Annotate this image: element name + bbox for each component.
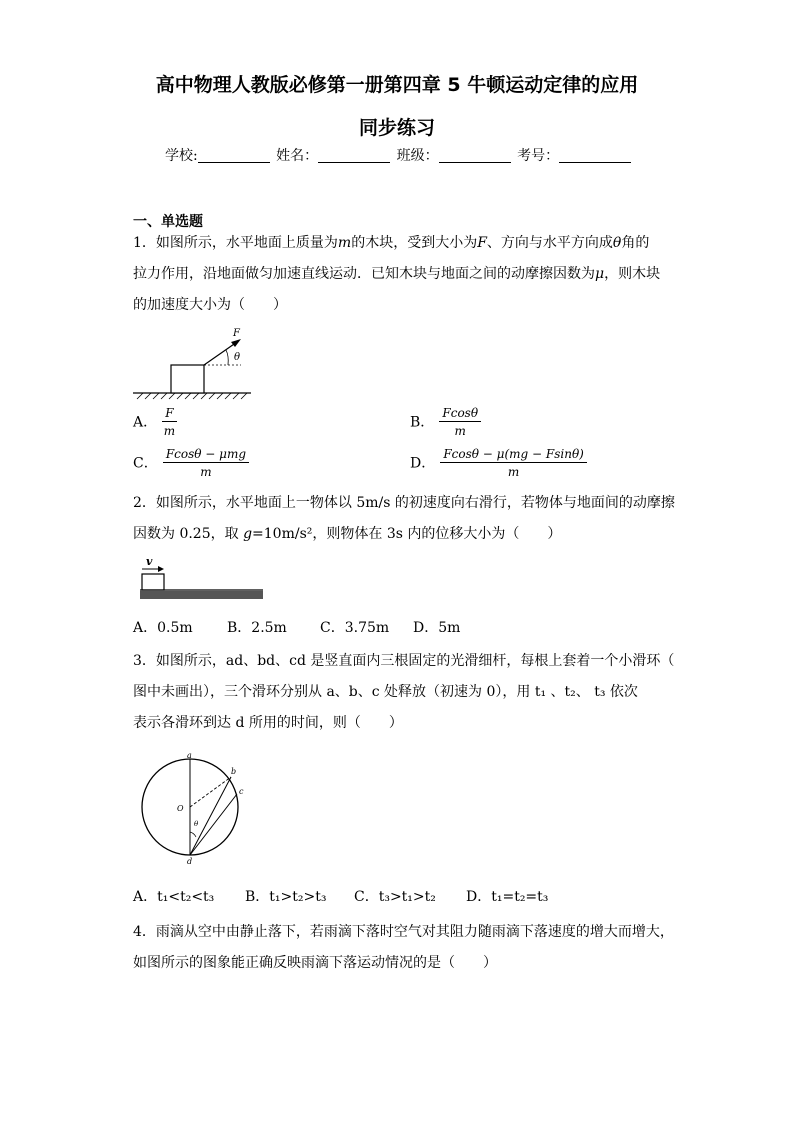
force-arrow	[204, 342, 237, 365]
label-theta: θ	[194, 820, 199, 828]
option-a-fraction: $\frac{F}{m}$	[163, 406, 176, 438]
q1-line1: 1．如图所示，水平地面上质量为m的木块，受到大小为F、方向与水平方向成θ角的	[133, 235, 650, 251]
block	[171, 365, 204, 393]
page-title: 高中物理人教版必修第一册第四章 5 牛顿运动定律的应用	[155, 74, 639, 96]
option-c-fraction: $\frac{\text{Fcosθ − μmg}}{m}$	[163, 447, 249, 479]
q1-line3: 的加速度大小为（ ）	[133, 297, 287, 313]
q1-option-d[interactable]: D． $\frac{Fcos\theta - \mu(mg - Fsin\theta)}{m}$	[410, 447, 587, 479]
q1-option-a[interactable]: A． $\frac{F}{m}$	[133, 406, 176, 438]
school-blank[interactable]	[198, 148, 270, 163]
class-label: 班级：	[396, 148, 439, 164]
q3-circle-figure	[133, 750, 263, 865]
q2-slide-figure	[140, 553, 266, 603]
number-blank[interactable]	[559, 148, 631, 163]
info-fields	[165, 148, 633, 163]
label-b: b	[231, 767, 237, 776]
q3-option-b[interactable]: B．t₁>t₂>t₃	[245, 889, 327, 905]
q1-option-c[interactable]: C． $\frac{\text{Fcosθ − μmg}}{m}$	[133, 447, 249, 479]
object-block	[142, 574, 164, 590]
label-o: O	[177, 804, 184, 813]
var-m: m	[337, 235, 352, 251]
class-blank[interactable]	[439, 148, 511, 163]
q1-line2: 拉力作用，沿地面做匀加速直线运动．已知木块与地面之间的动摩擦因数为μ，则木块	[133, 266, 661, 282]
force-label: F	[233, 328, 240, 339]
option-d-fraction: $\frac{Fcos\theta - \mu(mg - Fsin\theta)}{m}$	[440, 447, 587, 479]
velocity-arrowhead	[158, 566, 164, 572]
theta-label: θ	[234, 352, 241, 363]
q4-line2: 如图所示的图象能正确反映雨滴下落运动情况的是（ ）	[133, 955, 497, 971]
q2-ground-hatch	[140, 591, 263, 599]
label-c: c	[239, 787, 244, 796]
q3-line2: 图中未画出），三个滑环分别从 a、b、c 处释放（初速为 0），用 t₁ 、t₂、 t₃ 依次	[133, 684, 638, 700]
var-mu: μ	[595, 266, 605, 282]
q2-line2: 因数为 0.25，取 g=10m/s²，则物体在 3s 内的位移大小为（ ）	[133, 526, 562, 542]
option-b-fraction: $\frac{Fcos\theta}{m}$	[439, 406, 481, 438]
radius-ob	[190, 777, 231, 807]
label-d: d	[187, 857, 193, 865]
q1-option-b[interactable]: B． $\frac{Fcos\theta}{m}$	[410, 406, 481, 438]
section-heading: 一、单选题	[133, 214, 203, 230]
q3-option-c[interactable]: C．t₃>t₁>t₂	[354, 889, 436, 905]
q3-option-a[interactable]: A．t₁<t₂<t₃	[133, 889, 215, 905]
page-subtitle: 同步练习	[358, 117, 435, 139]
number-label: 考号：	[517, 148, 560, 164]
theta-arc	[190, 832, 196, 837]
q2-option-a[interactable]: A．0.5m	[133, 620, 193, 636]
name-blank[interactable]	[318, 148, 390, 163]
var-g: g	[243, 526, 253, 542]
rod-bd	[190, 777, 231, 855]
q1-block-figure	[133, 322, 258, 400]
label-a: a	[187, 751, 192, 760]
school-label: 学校:	[165, 148, 198, 164]
q3-option-d[interactable]: D．t₁=t₂=t₃	[466, 889, 549, 905]
var-F: F	[477, 235, 487, 251]
var-theta: θ	[612, 235, 622, 251]
ground-hatch	[137, 393, 247, 399]
q3-line1: 3．如图所示，ad、bd、cd 是竖直面内三根固定的光滑细杆，每根上套着一个小滑环（	[133, 653, 675, 669]
angle-arc	[226, 350, 228, 365]
velocity-label: v	[146, 555, 153, 568]
name-label: 姓名：	[276, 148, 319, 164]
q2-option-b[interactable]: B．2.5m	[227, 620, 287, 636]
q2-line1: 2．如图所示，水平地面上一物体以 5m/s 的初速度向右滑行，若物体与地面间的动摩擦	[133, 495, 675, 511]
q2-option-d[interactable]: D．5m	[413, 620, 461, 636]
q2-option-c[interactable]: C．3.75m	[320, 620, 390, 636]
q3-line3: 表示各滑环到达 d 所用的时间，则（ ）	[133, 715, 403, 731]
q4-line1: 4．雨滴从空中由静止落下，若雨滴下落时空气对其阻力随雨滴下落速度的增大而增大，	[133, 924, 674, 940]
